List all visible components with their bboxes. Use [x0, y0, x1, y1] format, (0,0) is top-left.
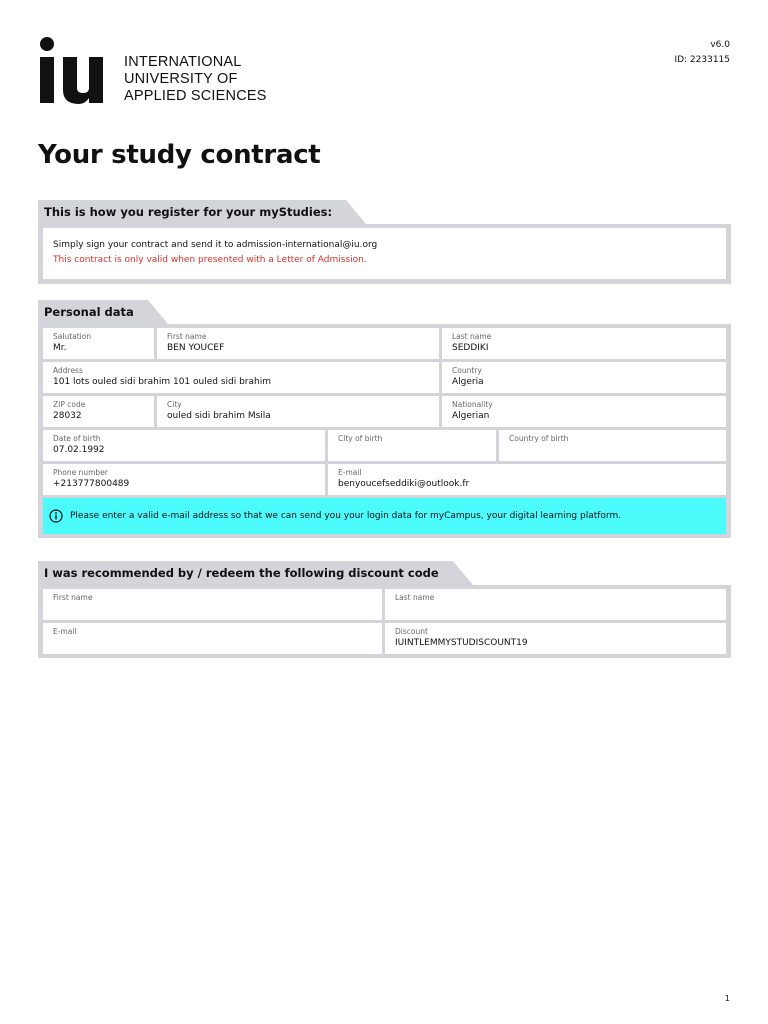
- register-notice: [43, 228, 726, 279]
- email-label: E-mail: [338, 468, 362, 477]
- recommendation-heading: I was recommended by / redeem the following discount code: [38, 561, 453, 585]
- referrer-email-value: [53, 637, 372, 649]
- city-of-birth-field: [328, 430, 496, 461]
- last-name-value: SEDDIKI: [452, 343, 489, 353]
- date-of-birth-label: Date of birth: [53, 434, 101, 443]
- city-value: ouled sidi brahim Msila: [167, 411, 271, 421]
- nationality-value: Algerian: [452, 411, 490, 421]
- country-of-birth-field: [499, 430, 726, 461]
- first-name-value: BEN YOUCEF: [167, 343, 225, 353]
- country-label: Country: [452, 366, 482, 375]
- address-field: [43, 362, 439, 393]
- country-field: [442, 362, 726, 393]
- logo-wordmark: [124, 54, 267, 105]
- document-id: ID: 2233115: [674, 55, 730, 65]
- address-value: 101 lots ouled sidi brahim 101 ouled sidi brahim: [53, 377, 271, 387]
- register-section: [38, 200, 731, 284]
- phone-number-value: +213777800489: [53, 479, 130, 489]
- recommendation-section: [38, 561, 731, 658]
- salutation-field: [43, 328, 154, 359]
- country-value: Algeria: [452, 377, 484, 387]
- city-of-birth-value: [338, 444, 486, 456]
- city-field: [157, 396, 439, 427]
- date-of-birth-field: [43, 430, 325, 461]
- country-of-birth-value: [509, 444, 716, 456]
- discount-field: [385, 623, 726, 654]
- referrer-last-name-value: [395, 603, 716, 615]
- referrer-first-name-field: [43, 589, 382, 620]
- logo-line: UNIVERSITY OF: [124, 71, 238, 87]
- email-field: [328, 464, 726, 495]
- referrer-last-name-label: Last name: [395, 593, 435, 602]
- first-name-field: [157, 328, 439, 359]
- referrer-email-field: [43, 623, 382, 654]
- recommendation-panel: [38, 585, 731, 658]
- country-of-birth-label: Country of birth: [509, 434, 569, 443]
- document-meta: [674, 38, 730, 68]
- salutation-label: Salutation: [53, 332, 92, 341]
- personal-data-section: [38, 300, 731, 538]
- address-label: Address: [53, 366, 83, 375]
- logo-line: INTERNATIONAL: [124, 54, 242, 70]
- date-of-birth-value: 07.02.1992: [53, 445, 105, 455]
- validity-warning: This contract is only valid when presented with a Letter of Admission.: [53, 255, 367, 265]
- phone-number-field: [43, 464, 325, 495]
- city-of-birth-label: City of birth: [338, 434, 383, 443]
- referrer-first-name-value: [53, 603, 372, 615]
- logo-line: APPLIED SCIENCES: [124, 88, 267, 104]
- salutation-value: Mr.: [53, 343, 67, 353]
- email-info-notice: [43, 498, 726, 534]
- info-circle-icon: [49, 509, 63, 523]
- register-heading: This is how you register for your myStudies:: [38, 200, 346, 224]
- zip-code-value: 28032: [53, 411, 82, 421]
- iu-logo: [39, 36, 279, 106]
- email-value: benyoucefseddiki@outlook.fr: [338, 479, 470, 489]
- register-instruction: Simply sign your contract and send it to admission-international@iu.org: [53, 240, 378, 250]
- nationality-label: Nationality: [452, 400, 493, 409]
- referrer-email-label: E-mail: [53, 627, 77, 636]
- zip-code-label: ZIP code: [53, 400, 86, 409]
- nationality-field: [442, 396, 726, 427]
- city-label: City: [167, 400, 182, 409]
- discount-code-value: IUINTLEMMYSTUDISCOUNT19: [395, 638, 528, 648]
- first-name-label: First name: [167, 332, 207, 341]
- page-title: Your study contract: [38, 140, 321, 170]
- last-name-label: Last name: [452, 332, 492, 341]
- page-number: 1: [724, 994, 730, 1003]
- discount-label: Discount: [395, 627, 428, 636]
- referrer-last-name-field: [385, 589, 726, 620]
- iu-logo-mark: [39, 36, 113, 106]
- personal-data-heading: Personal data: [38, 300, 148, 324]
- version-label: v6.0: [710, 40, 730, 50]
- last-name-field: [442, 328, 726, 359]
- referrer-first-name-label: First name: [53, 593, 93, 602]
- personal-data-panel: [38, 324, 731, 538]
- phone-number-label: Phone number: [53, 468, 108, 477]
- register-panel: [38, 224, 731, 284]
- zip-code-field: [43, 396, 154, 427]
- email-info-text: Please enter a valid e-mail address so that we can send you your login data for myCampus, your digital learning platform.: [70, 511, 622, 521]
